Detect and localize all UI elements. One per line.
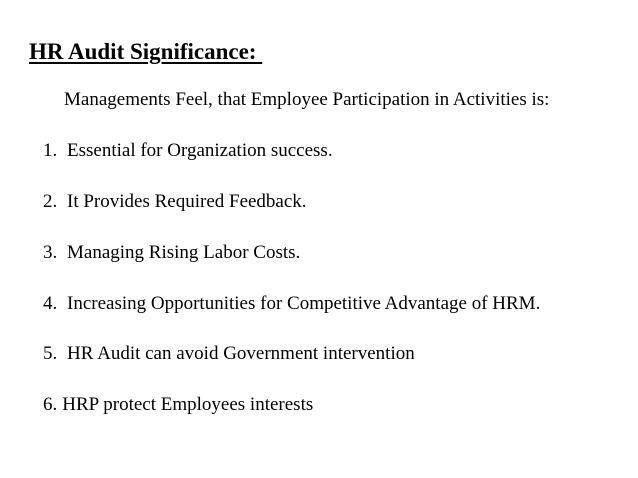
list-item-number: 2. [43, 191, 58, 212]
list-item-number: 6. [43, 394, 58, 415]
list-item [43, 190, 307, 214]
list-item-number: 1. [43, 140, 58, 161]
list-item-number: 3. [43, 242, 58, 263]
list-item-text: Essential for Organization success. [67, 140, 333, 161]
list-item-number: 5. [43, 343, 58, 364]
list-item [43, 342, 415, 366]
list-item [43, 241, 300, 265]
slide-title: HR Audit Significance: [29, 39, 263, 64]
list-item-text: HR Audit can avoid Government intervention [67, 343, 415, 364]
list-item-text: Increasing Opportunities for Competitive Advantage of HRM. [67, 293, 541, 314]
list-item [43, 292, 540, 316]
list-item-text: HRP protect Employees interests [62, 394, 314, 415]
list-item [43, 393, 313, 417]
list-item-text: It Provides Required Feedback. [67, 191, 307, 212]
intro-text: Managements Feel, that Employee Participation in Activities is: [64, 89, 550, 110]
list-item-number: 4. [43, 293, 58, 314]
list-item-text: Managing Rising Labor Costs. [67, 242, 301, 263]
list-item [43, 139, 333, 163]
